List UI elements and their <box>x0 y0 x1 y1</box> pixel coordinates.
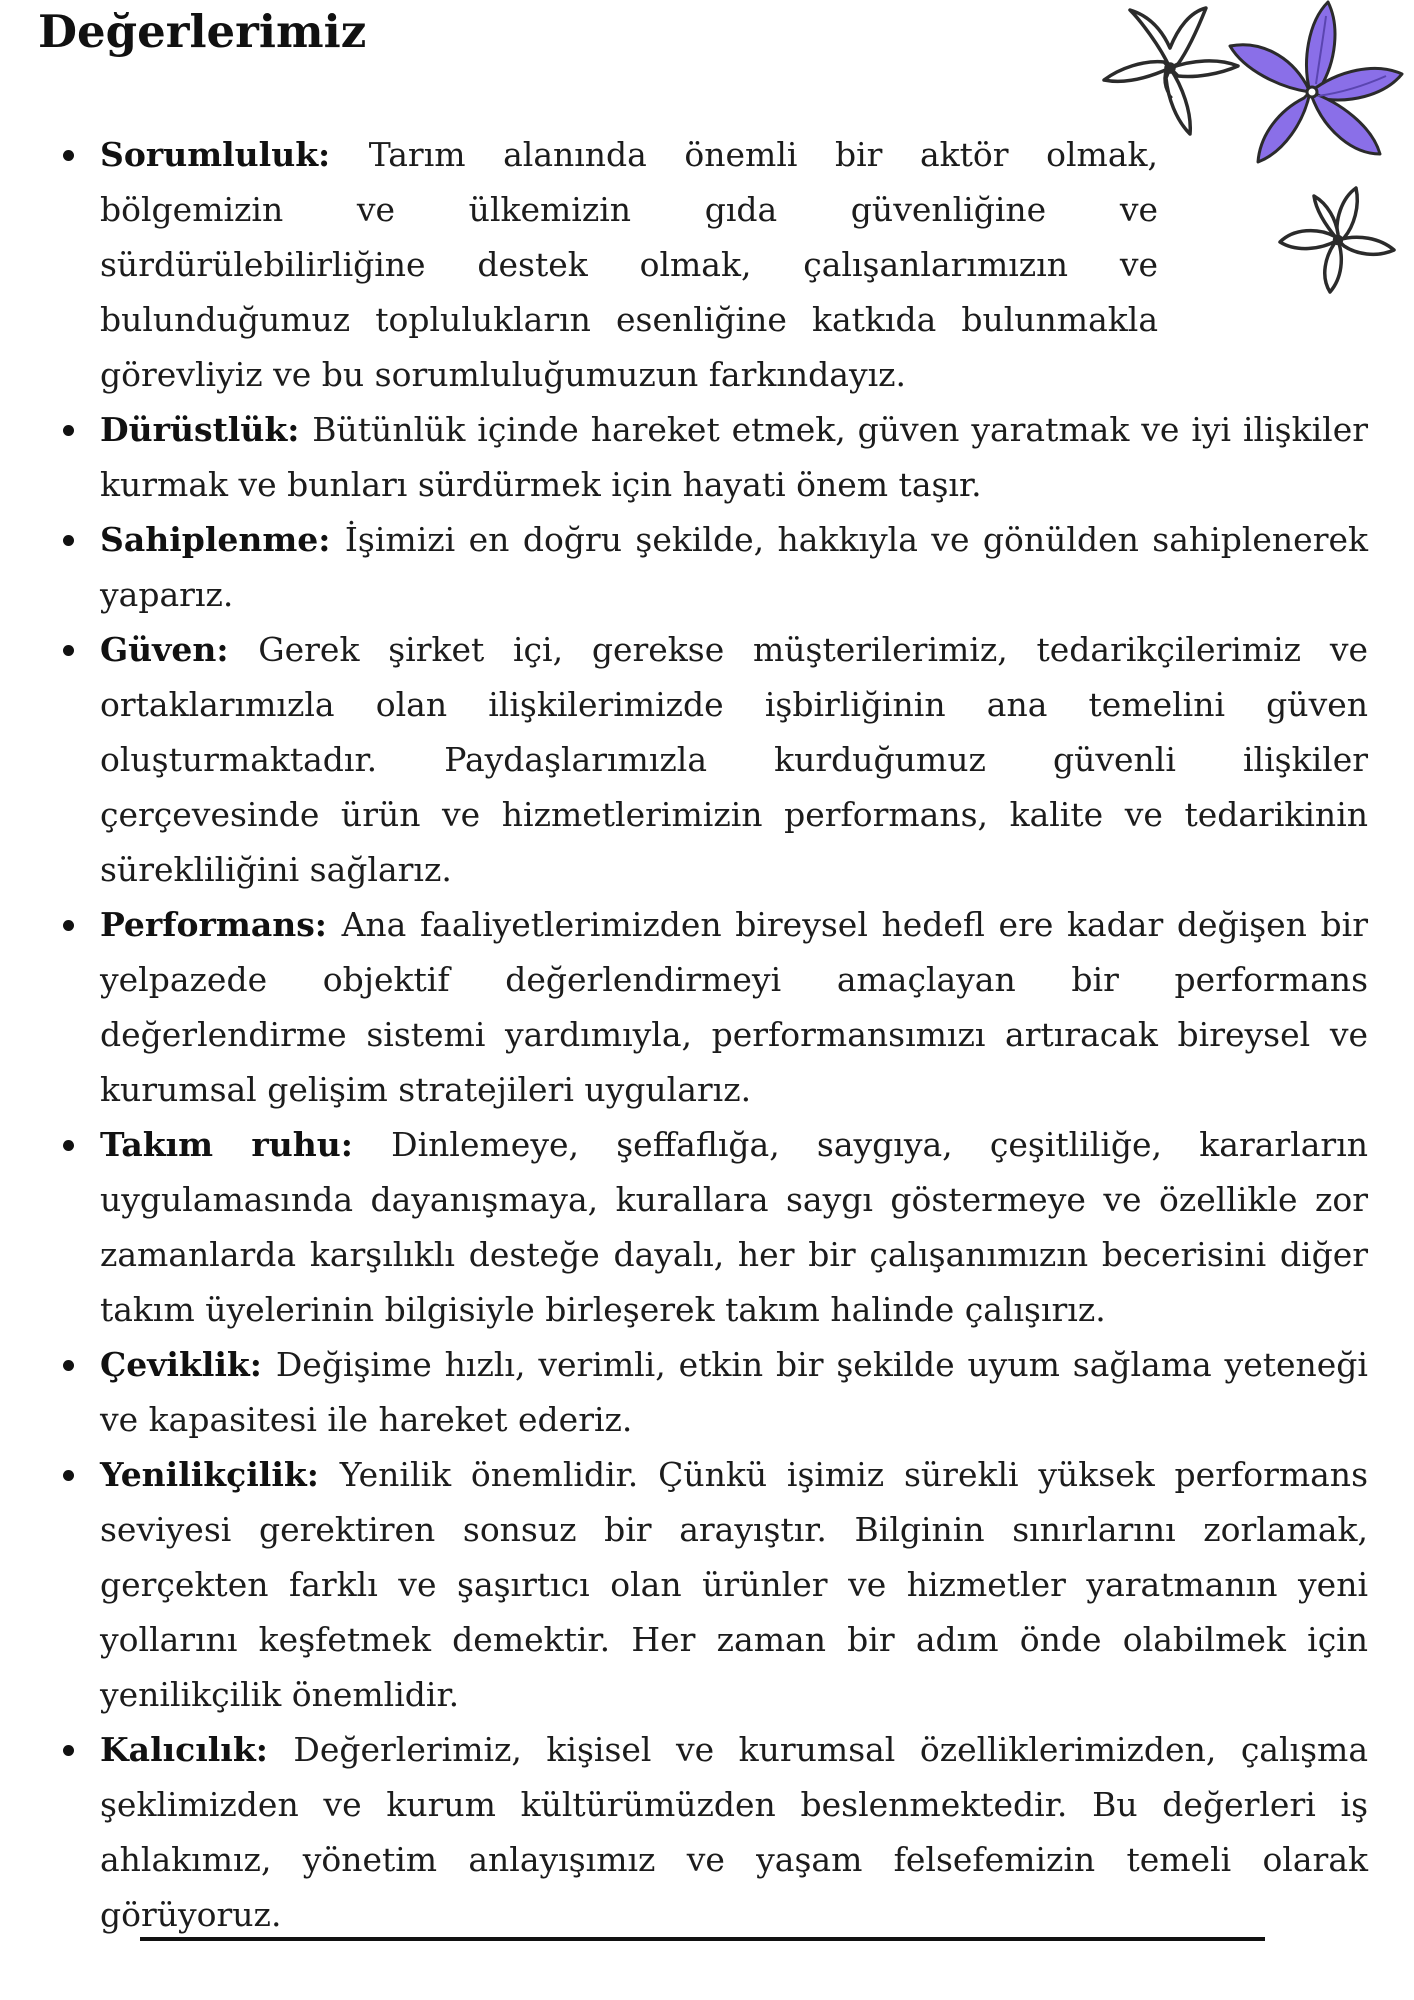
bullet-icon <box>63 1140 74 1151</box>
bullet-icon <box>63 150 74 161</box>
value-term: Yenilikçilik: <box>100 1455 340 1494</box>
value-description: Ana faaliyetlerimizden bireysel hedefl ere kadar değişen bir yelpazede objektif değerlendirmeyi amaçlayan bir performans değerlendirme sistemi yardımıyla, performansımızı artıracak bireysel ve kurumsal gelişim stratejileri uygularız. <box>100 905 1368 1109</box>
value-description: İşimizi en doğru şekilde, hakkıyla ve gönülden sahiplenerek yaparız. <box>100 520 1368 614</box>
bottom-divider <box>140 1937 1265 1941</box>
bullet-icon <box>63 645 74 656</box>
values-list <box>38 127 1368 1942</box>
value-item-kalicilik <box>38 1722 1368 1942</box>
page-title: Değerlerimiz <box>38 5 367 58</box>
value-item-guven <box>38 622 1368 897</box>
bullet-icon <box>63 425 74 436</box>
bullet-icon <box>63 1745 74 1756</box>
outline-flower-large <box>1104 8 1238 134</box>
value-description: Değişime hızlı, verimli, etkin bir şekilde uyum sağlama yeteneği ve kapasitesi ile hareket ederiz. <box>100 1345 1368 1439</box>
bullet-icon <box>63 1470 74 1481</box>
value-description: Değerlerimiz, kişisel ve kurumsal özelliklerimizden, çalışma şeklimizden ve kurum kültürümüzden beslenmektedir. Bu değerleri iş ahlakımız, yönetim anlayışımız ve yaşam felsefemizin temeli olarak görüyoruz. <box>100 1730 1368 1934</box>
value-term: Performans: <box>100 905 342 944</box>
value-item-ceviklik <box>38 1337 1368 1447</box>
value-item-performans <box>38 897 1368 1117</box>
value-item-takim-ruhu <box>38 1117 1368 1337</box>
bullet-icon <box>63 1360 74 1371</box>
value-description: Tarım alanında önemli bir aktör olmak, bölgemizin ve ülkemizin gıda güvenliğine ve sürdürülebilirliğine destek olmak, çalışanlarımızın ve bulunduğumuz toplulukların esenliğine katkıda bulunmakla görevliyiz ve bu sorumluluğumuzun farkındayız. <box>100 135 1158 394</box>
value-term: Kalıcılık: <box>100 1730 294 1769</box>
value-description: Gerek şirket içi, gerekse müşterilerimiz, tedarikçilerimiz ve ortaklarımızla olan ilişkilerimizde işbirliğinin ana temelini güven oluşturmaktadır. Paydaşlarımızla kurduğumuz güvenli ilişkiler çerçevesinde ürün ve hizmetlerimizin performans, kalite ve tedarikinin sürekliliğini sağlarız. <box>100 630 1368 889</box>
value-description: Yenilik önemlidir. Çünkü işimiz sürekli yüksek performans seviyesi gerektiren sonsuz bir arayıştır. Bilginin sınırlarını zorlamak, gerçekten farklı ve şaşırtıcı olan ürünler ve hizmetler yaratmanın yeni yollarını keşfetmek demektir. Her zaman bir adım önde olabilmek için yenilikçilik önemlidir. <box>100 1455 1369 1714</box>
value-term: Takım ruhu: <box>100 1125 392 1164</box>
value-term: Güven: <box>100 630 259 669</box>
value-item-sahiplenme <box>38 512 1368 622</box>
bullet-icon <box>63 535 74 546</box>
value-term: Çeviklik: <box>100 1345 276 1384</box>
value-description: Dinlemeye, şeffaflığa, saygıya, çeşitliliğe, kararların uygulamasında dayanışmaya, kurallara saygı göstermeye ve özellikle zor zamanlarda karşılıklı desteğe dayalı, her bir çalışanımızın becerisini diğer takım üyelerinin bilgisiyle birleşerek takım halinde çalışırız. <box>100 1125 1369 1329</box>
value-description: Bütünlük içinde hareket etmek, güven yaratmak ve iyi ilişkiler kurmak ve bunları sürdürmek için hayati önem taşır. <box>100 410 1368 504</box>
value-term: Sorumluluk: <box>100 135 369 174</box>
value-item-durustluk <box>38 402 1368 512</box>
value-item-sorumluluk <box>38 127 1368 402</box>
value-item-yenilikcilik <box>38 1447 1368 1722</box>
value-term: Sahiplenme: <box>100 520 345 559</box>
bullet-icon <box>63 920 74 931</box>
value-term: Dürüstlük: <box>100 410 313 449</box>
